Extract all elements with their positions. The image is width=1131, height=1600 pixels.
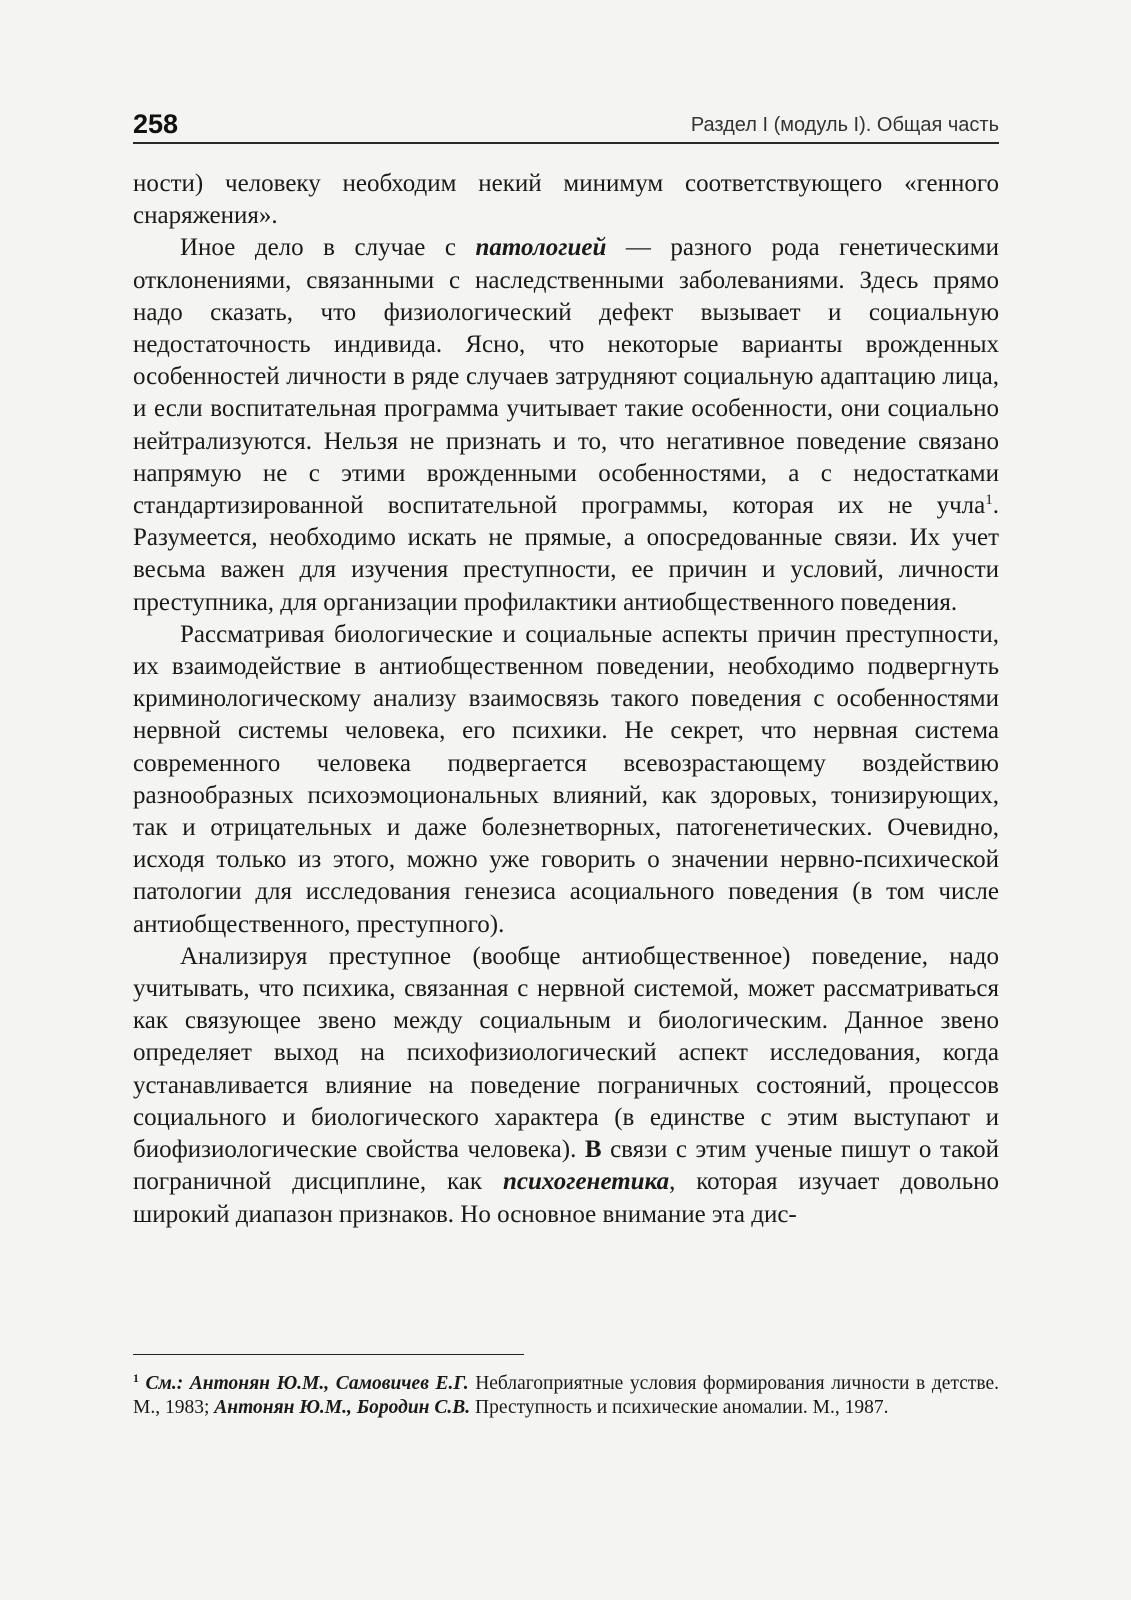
paragraph: Анализируя преступное (вообще антиобщественное) поведение, надо учитывать, что психика, связанная с нервной системой, может рассматриваться как связующее звено между социальным и биологическим. Данное звено определяет выход на психофизиологический аспект исследования, когда устанавливается влияние на поведение пограничных состояний, процессов социального и биологического характера (в единстве с этим выступают и биофизиологические свойства человека). В связи с этим ученые пишут о такой пограничной дисциплине, как психогенетика, которая изучает довольно широкий диапазон признаков. Но основное внимание эта дис- <box>133 942 1000 1228</box>
term-psychogenetics: психогенетика <box>502 1168 670 1196</box>
page-number: 258 <box>133 109 179 139</box>
running-head: Раздел I (модуль I). Общая часть <box>690 114 999 136</box>
main-text <box>133 168 999 1231</box>
paragraph: ности) человеку необходим некий минимум соответствующего «генного снаряжения». <box>133 170 999 230</box>
page-header <box>133 108 999 144</box>
footnote-ref: 1 <box>985 492 993 509</box>
footnote-marker: 1 <box>133 1371 139 1385</box>
paragraph: Иное дело в случае с патологией — разного рода генетическими отклонениями, связанными с наследственными заболеваниями. Здесь прямо надо сказать, что физиологический дефект вызывает и социальную недостаточность индивида. Ясно, что некоторые варианты врожденных особенностей личности в ряде случаев затрудняют социальную адаптацию лица, и если воспитательная программа учитывает такие особенности, они социально нейтрализуются. Нельзя не признать и то, что негативное поведение связано напрямую не с этими врожденными особенностями, а с недостатками стандартизированной воспитательной программы, которая их не учла$^1$. Разумеется, необходимо искать не прямые, а опосредованные связи. Их учет весьма важен для изучения преступности, ее причин и условий, личности преступника, для организации профилактики антиобщественного поведения. <box>133 234 999 616</box>
paragraph: Рассматривая биологические и социальные аспекты причин преступности, их взаимодействие в антиобщественном поведении, необходимо подвергнуть криминологическому анализу взаимосвязь такого поведения с особенностями нервной системы человека, его психики. Не секрет, что нервная система современного человека подвергается всевозрастающему воздействию разнообразных психоэмоциональных влияний, как здоровых, тонизирующих, так и отрицательных и даже болезнетворных, патогенетических. Очевидно, исходя только из этого, можно уже говорить о значении нервно-психической патологии для исследования генезиса асоциального поведения (в том числе антиобщественного, преступного). <box>133 620 999 938</box>
footnote-author: Антонян Ю.М., Самовичев Е.Г. <box>189 1373 469 1394</box>
footnote-divider <box>133 1354 524 1355</box>
term-pathology: патологией <box>475 234 607 262</box>
footnote-author: Антонян Ю.М., Бородин С.В. <box>214 1397 471 1418</box>
footnote: $^1$ См.: Антонян Ю.М., Самовичев Е.Г. Неблагоприятные условия формирования личности в детстве. М., 1983; Антонян Ю.М., Бородин С.В. Преступность и психические аномалии. М., 1987. <box>133 1371 1000 1418</box>
